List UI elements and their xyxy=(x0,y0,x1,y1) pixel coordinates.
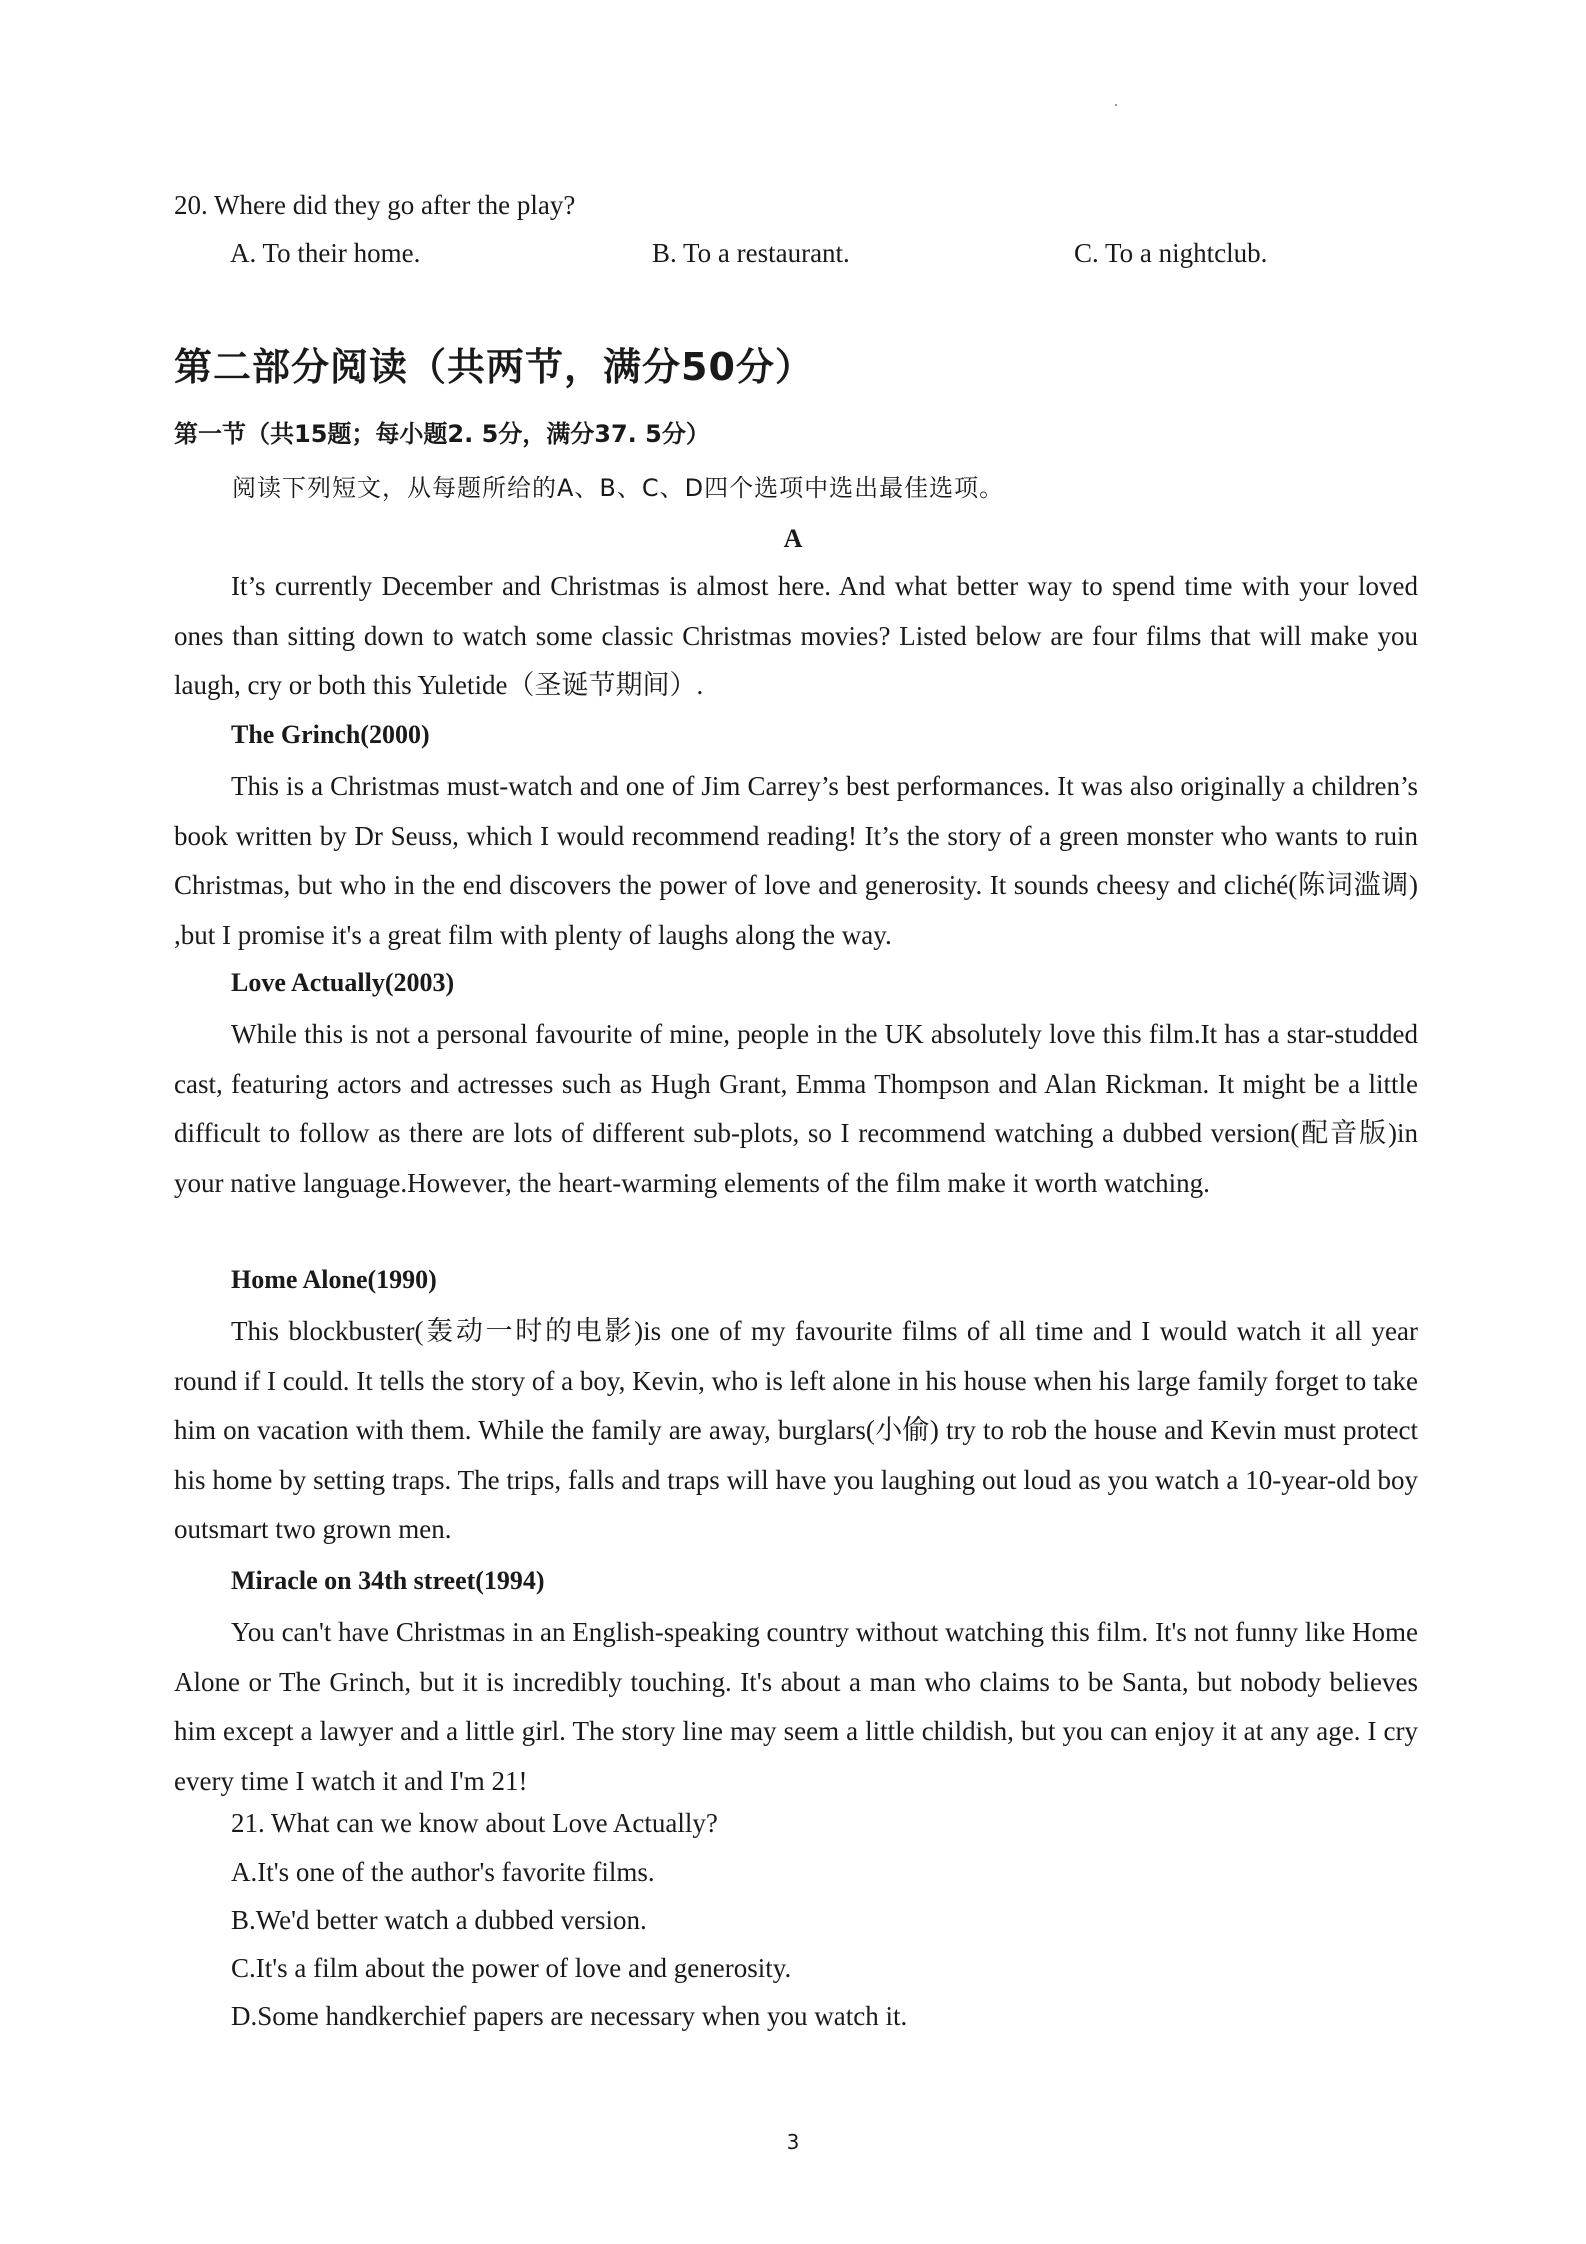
page-number: 3 xyxy=(786,2130,800,2154)
question-21-option-b: B.We'd better watch a dubbed version. xyxy=(231,1905,647,1935)
question-20-stem: 20. Where did they go after the play? xyxy=(174,190,576,220)
question-21-option-c: C.It's a film about the power of love and generosity. xyxy=(231,1953,792,1983)
section-1-title: 第一节（共15题；每小题2. 5分，满分37. 5分） xyxy=(174,420,710,448)
film-description: While this is not a personal favourite of mine, people in the UK absolutely love this film.It has a star-studded cast, featuring actors and actresses such as Hugh Grant, Emma Thompson and Alan Rickman. It might be a little difficult to follow as there are lots of different sub-plots, so I recommend watching a dubbed version(配音版)in your native language.However, the heart-warming elements of the film make it worth watching. xyxy=(174,1019,1418,1198)
question-20-option-b: B. To a restaurant. xyxy=(652,238,850,268)
film-description: This blockbuster(轰动一时的电影)is one of my favourite films of all time and I would watch it all year round if I could. It tells the story of a boy, Kevin, who is left alone in his house when his large family forget to take him on vacation with them. While the family are away, burglars(小偷) try to rob the house and Kevin must protect his home by setting traps. The trips, falls and traps will have you laughing out loud as you watch a 10-year-old boy outsmart two grown men. xyxy=(174,1316,1418,1544)
question-21-option-d: D.Some handkerchief papers are necessary when you watch it. xyxy=(231,2001,908,2031)
film-title: Home Alone(1990) xyxy=(231,1265,437,1294)
passage-label: A xyxy=(783,524,803,553)
film-title: The Grinch(2000) xyxy=(231,720,430,749)
film-title: Miracle on 34th street(1994) xyxy=(231,1566,545,1595)
question-21-stem: 21. What can we know about Love Actually? xyxy=(231,1808,718,1838)
passage-intro: It’s currently December and Christmas is almost here. And what better way to spend time with your loved ones than sitting down to watch some classic Christmas movies? Listed below are four films that will make you laugh, cry or both this Yuletide（圣诞节期间）. xyxy=(174,571,1418,700)
film-description: You can't have Christmas in an English-speaking country without watching this film. It's not funny like Home Alone or The Grinch, but it is incredibly touching. It's about a man who claims to be Santa, but nobody believes him except a lawyer and a little girl. The story line may seem a little childish, but you can enjoy it at any age. I cry every time I watch it and I'm 21! xyxy=(174,1617,1418,1796)
question-21-option-a: A.It's one of the author's favorite films. xyxy=(231,1857,655,1887)
question-20-option-a: A. To their home. xyxy=(230,238,421,268)
film-description: This is a Christmas must-watch and one of Jim Carrey’s best performances. It was also originally a children’s book written by Dr Seuss, which I would recommend reading! It’s the story of a green monster who wants to ruin Christmas, but who in the end discovers the power of love and generosity. It sounds cheesy and cliché(陈词滥调) ,but I promise it's a great film with plenty of laughs along the way. xyxy=(174,771,1418,950)
scan-dot xyxy=(1115,104,1117,106)
question-20-option-c: C. To a nightclub. xyxy=(1074,238,1268,268)
film-title: Love Actually(2003) xyxy=(231,968,455,997)
reading-instructions: 阅读下列短文，从每题所给的A、B、C、D四个选项中选出最佳选项。 xyxy=(232,474,1005,502)
part-2-title: 第二部分阅读（共两节，满分50分） xyxy=(174,345,814,389)
